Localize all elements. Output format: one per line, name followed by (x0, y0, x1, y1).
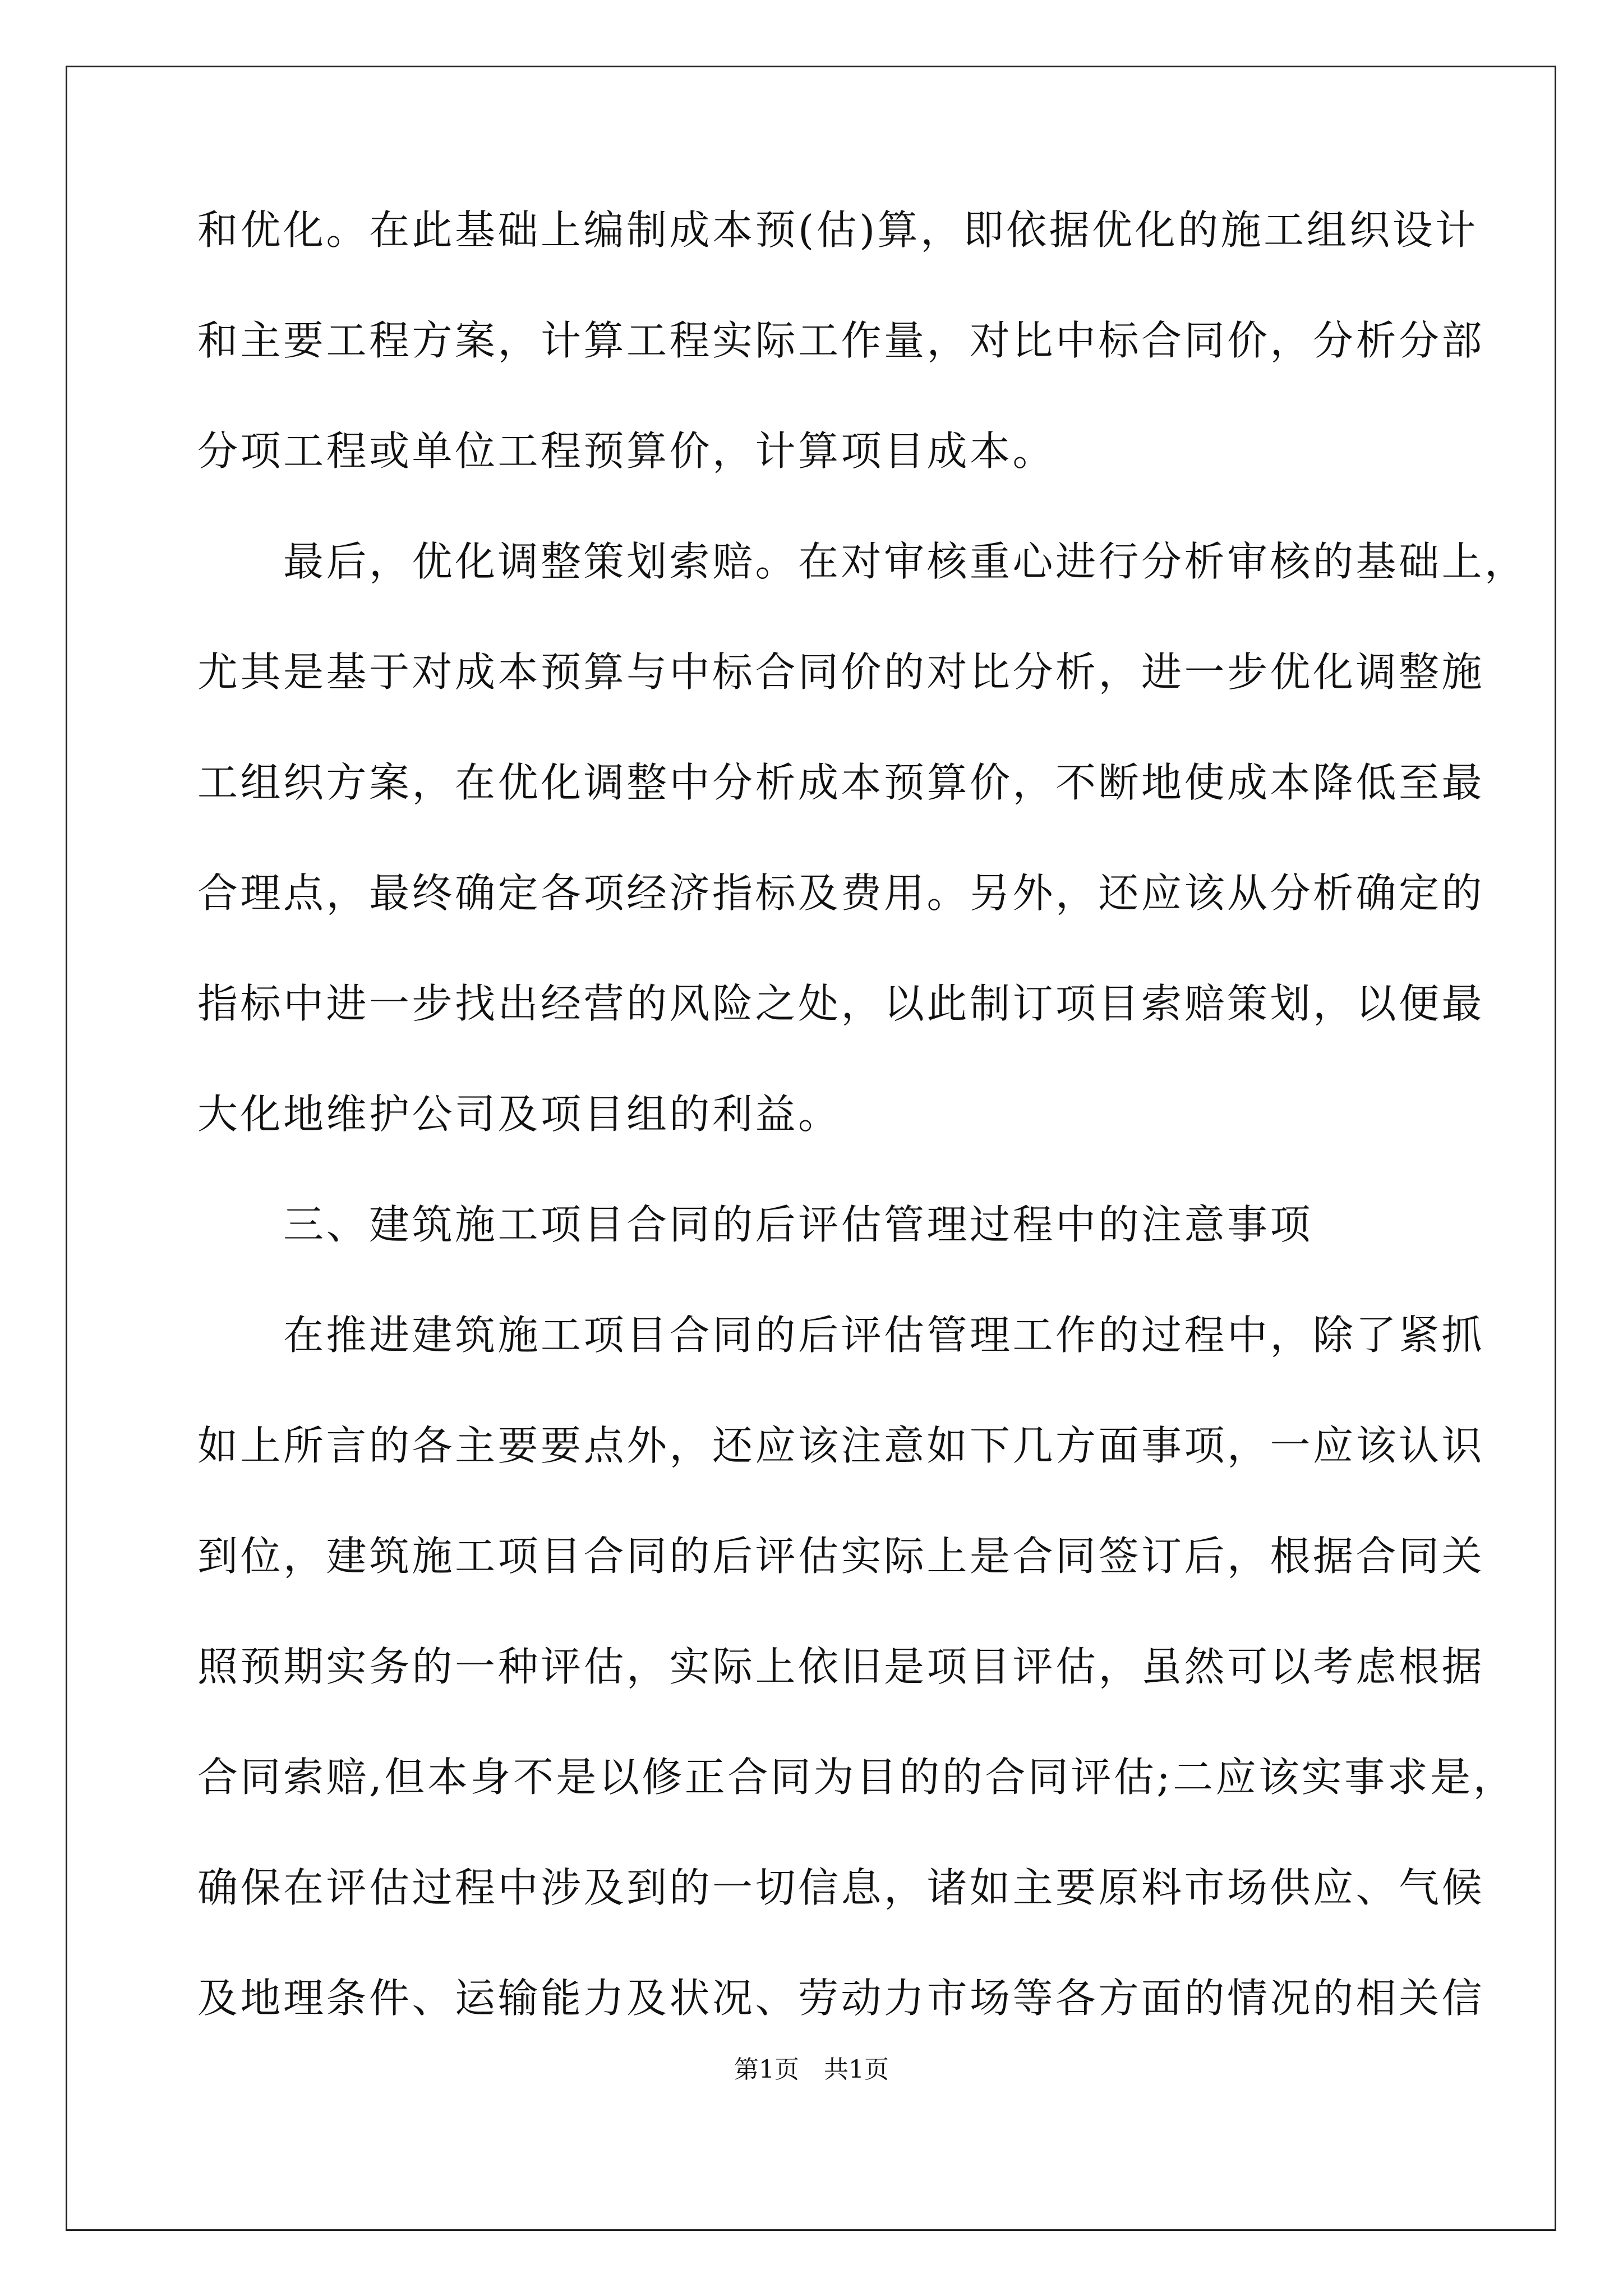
text-line: 指标中进一步找出经营的风险之处，以此制订项目索赔策划，以便最 (197, 980, 1485, 1027)
text-line: 如上所言的各主要要点外，还应该注意如下几方面事项，一应该认识 (197, 1422, 1485, 1469)
text-line: 最后，优化调整策划索赔。在对审核重心进行分析审核的基础上， (197, 538, 1528, 585)
text-line: 分项工程或单位工程预算价，计算项目成本。 (197, 427, 1056, 475)
text-line: 工组织方案，在优化调整中分析成本预算价，不断地使成本降低至最 (197, 759, 1485, 806)
page-number-footer: 第1页 共1页 (734, 2055, 889, 2084)
text-line: 和主要工程方案，计算工程实际工作量，对比中标合同价，分析分部 (197, 317, 1485, 364)
text-line: 确保在评估过程中涉及到的一切信息，诸如主要原料市场供应、气候 (197, 1864, 1485, 1911)
text-line: 和优化。在此基础上编制成本预(估)算，即依据优化的施工组织设计 (197, 206, 1478, 254)
text-line: 尤其是基于对成本预算与中标合同价的对比分析，进一步优化调整施 (197, 648, 1485, 696)
text-line: 及地理条件、运输能力及状况、劳动力市场等各方面的情况的相关信 (197, 1975, 1485, 2022)
text-line: 到位，建筑施工项目合同的后评估实际上是合同签订后，根据合同关 (197, 1533, 1485, 1580)
text-line: 在推进建筑施工项目合同的后评估管理工作的过程中，除了紧抓 (197, 1312, 1485, 1359)
text-line: 大化地维护公司及项目组的利益。 (197, 1091, 841, 1138)
section-heading: 三、建筑施工项目合同的后评估管理过程中的注意事项 (197, 1201, 1313, 1248)
text-line: 合同索赔,但本身不是以修正合同为目的的合同评估;二应该实事求是， (197, 1754, 1516, 1801)
text-line: 合理点，最终确定各项经济指标及费用。另外，还应该从分析确定的 (197, 869, 1485, 917)
text-line: 照预期实务的一种评估，实际上依旧是项目评估，虽然可以考虑根据 (197, 1643, 1485, 1690)
